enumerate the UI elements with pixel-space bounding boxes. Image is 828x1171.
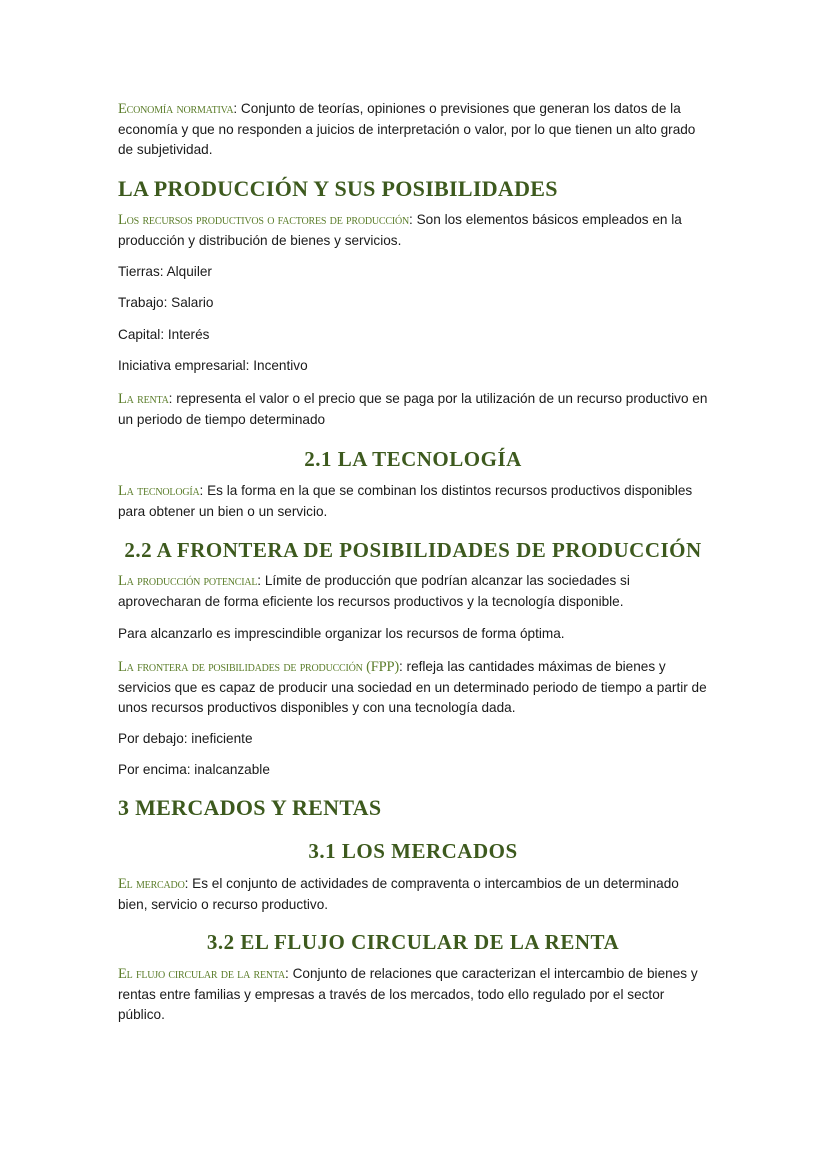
paragraph: Iniciativa empresarial: Incentivo bbox=[118, 358, 308, 373]
definition-text: : Límite de producción que podrían alcanzar las sociedades si aprovecharan de forma eficiente los recursos productivos y la tecnología disponible. bbox=[118, 573, 630, 609]
definition-mercado bbox=[118, 874, 708, 915]
definition-produccion-potencial bbox=[118, 571, 708, 612]
heading-los-mercados: 3.1 LOS MERCADOS bbox=[308, 839, 518, 863]
factor-iniciativa bbox=[118, 356, 708, 377]
definition-recursos-productivos bbox=[118, 210, 708, 251]
heading-produccion: LA PRODUCCIÓN Y SUS POSIBILIDADES bbox=[118, 176, 558, 201]
paragraph: Trabajo: Salario bbox=[118, 295, 214, 310]
definition-text: : Son los elementos básicos empleados en la producción y distribución de bienes y servicios. bbox=[118, 212, 682, 248]
definition-tecnologia bbox=[118, 481, 708, 522]
paragraph: Por encima: inalcanzable bbox=[118, 762, 270, 777]
paragraph: Para alcanzarlo es imprescindible organizar los recursos de forma óptima. bbox=[118, 626, 565, 641]
factor-tierras bbox=[118, 262, 708, 283]
heading-tecnologia: 2.1 LA TECNOLOGÍA bbox=[304, 447, 522, 471]
definition-text: : Es el conjunto de actividades de compraventa o intercambios de un determinado bien, servicio o recurso productivo. bbox=[118, 876, 679, 912]
heading-flujo-circular: 3.2 EL FLUJO CIRCULAR DE LA RENTA bbox=[206, 930, 620, 954]
definition-text: : Conjunto de relaciones que caracterizan el intercambio de bienes y rentas entre familias y empresas a través de los mercados, todo ello regulado por el sector público. bbox=[118, 966, 698, 1022]
term-label: La tecnología bbox=[118, 483, 200, 499]
definition-flujo-circular bbox=[118, 964, 708, 1026]
term-label: Los recursos productivos o factores de producción bbox=[118, 212, 410, 228]
term-label: El flujo circular de la renta bbox=[118, 966, 286, 982]
term-label: La renta bbox=[118, 391, 169, 407]
paragraph-por-encima bbox=[118, 760, 708, 781]
definition-renta bbox=[118, 389, 708, 430]
factor-capital bbox=[118, 325, 708, 346]
term-label: La frontera de posibilidades de producción (FPP) bbox=[118, 659, 399, 675]
subsection-heading bbox=[118, 536, 708, 564]
section-heading bbox=[118, 175, 708, 203]
paragraph: Capital: Interés bbox=[118, 327, 210, 342]
heading-mercados-rentas: 3 MERCADOS Y RENTAS bbox=[118, 795, 382, 820]
term-label: La producción potencial bbox=[118, 573, 258, 589]
definition-text: : Es la forma en la que se combinan los distintos recursos productivos disponibles para obtener un bien o un servicio. bbox=[118, 483, 693, 519]
section-heading bbox=[118, 794, 708, 822]
definition-text: : representa el valor o el precio que se paga por la utilización de un recurso productivo en un periodo de tiempo determinado bbox=[118, 391, 708, 427]
paragraph: Tierras: Alquiler bbox=[118, 264, 212, 279]
definition-text: : refleja las cantidades máximas de bienes y servicios que es capaz de producir una sociedad en un determinado periodo de tiempo a partir de unos recursos productivos disponibles y con una tecnología dada. bbox=[118, 659, 707, 715]
definition-economia-normativa bbox=[118, 99, 708, 161]
subsection-heading bbox=[118, 928, 708, 956]
paragraph-alcanzarlo bbox=[118, 624, 708, 645]
definition-text: : Conjunto de teorías, opiniones o previsiones que generan los datos de la economía y que no responden a juicios de interpretación o valor, por lo que tienen un alto grado de subjetividad. bbox=[118, 101, 696, 157]
term-label: Economía normativa bbox=[118, 101, 234, 117]
paragraph: Por debajo: ineficiente bbox=[118, 731, 253, 746]
factor-trabajo bbox=[118, 293, 708, 314]
subsection-heading bbox=[118, 445, 708, 473]
subsection-heading bbox=[118, 837, 708, 865]
paragraph-por-debajo bbox=[118, 729, 708, 750]
heading-frontera: 2.2 A FRONTERA DE POSIBILIDADES DE PRODUCCIÓN bbox=[124, 538, 702, 562]
definition-fpp bbox=[118, 657, 708, 719]
term-label: El mercado bbox=[118, 876, 185, 892]
